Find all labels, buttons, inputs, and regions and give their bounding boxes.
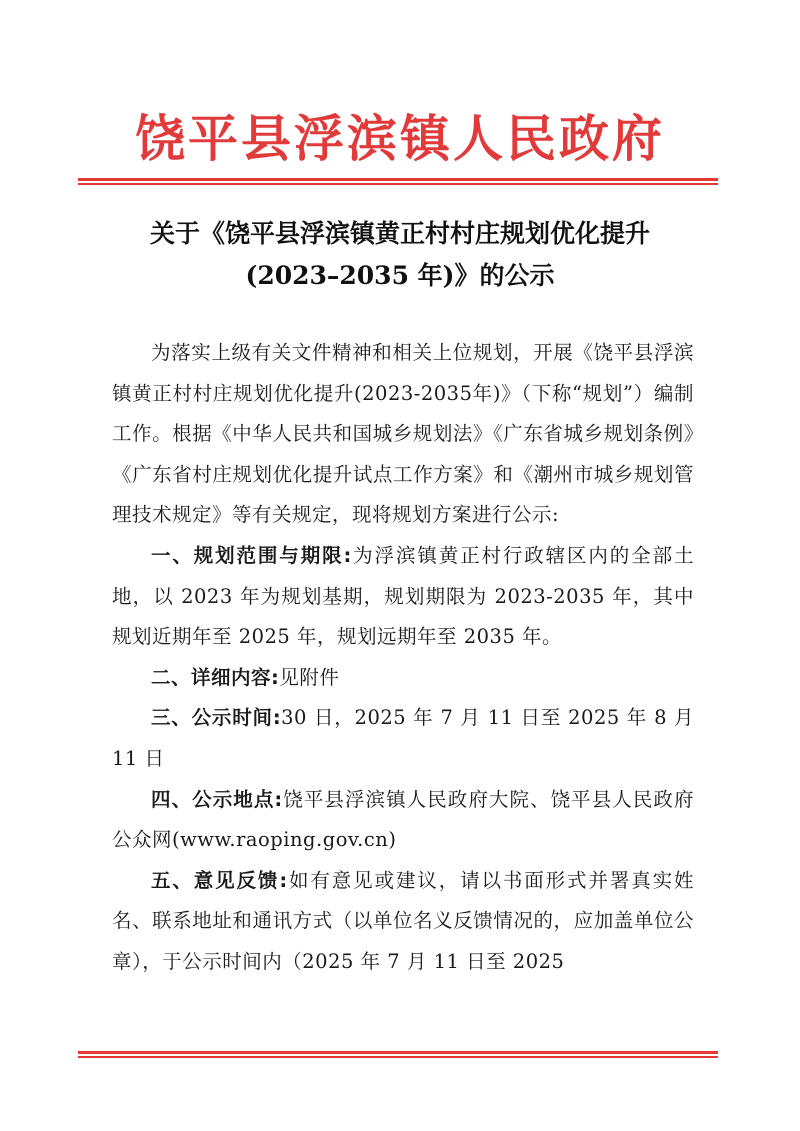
intro-paragraph: 为落实上级有关文件精神和相关上位规划，开展《饶平县浮滨镇黄正村村庄规划优化提升(2023-2035年)》（下称“规划”）编制工作。根据《中华人民共和国城乡规划法》《广东省城乡规划条例》《广东省村庄规划优化提升试点工作方案》和《潮州市城乡规划管理技术规定》等有关规定，现将规划方案进行公示:: [112, 341, 694, 527]
document-title-line-1: 关于《饶平县浮滨镇黄正村村庄规划优化提升: [149, 219, 650, 248]
document-title-line-2: (2023–2035 年)》的公示: [245, 261, 555, 290]
section-text: 见附件: [279, 665, 340, 689]
section-heading: 五、意见反馈:: [151, 868, 288, 892]
letterhead-divider: [78, 178, 718, 181]
section-heading: 四、公示地点:: [151, 787, 283, 811]
document-body: [112, 333, 694, 983]
section-paragraph: [112, 658, 694, 699]
section-paragraph: [112, 780, 694, 861]
section-paragraph: [112, 698, 694, 779]
footer-divider: [78, 1051, 718, 1054]
footer-divider-thin: [78, 1056, 718, 1058]
section-text: 30 日，2025 年 7 月 11 日至 2025 年 8 月 11 日: [112, 706, 694, 770]
section-heading: 三、公示时间:: [151, 706, 282, 730]
section-heading: 一、规划范围与期限:: [151, 543, 352, 567]
letterhead-divider-thin: [78, 183, 718, 185]
section-paragraph: [112, 536, 694, 658]
section-text: 为浮滨镇黄正村行政辖区内的全部土地，以 2023 年为规划基期，规划期限为 2023-2035 年，其中规划近期年至 2025 年，规划远期年至 2035 年。: [112, 543, 694, 649]
section-paragraph: [112, 861, 694, 983]
section-heading: 二、详细内容:: [151, 665, 280, 689]
section-text: 饶平县浮滨镇人民政府大院、饶平县人民政府公众网(www.raoping.gov.cn): [112, 787, 694, 852]
letterhead-org-name: 饶平县浮滨镇人民政府: [135, 109, 665, 168]
section-text: 如有意见或建议，请以书面形式并署真实姓名、联系地址和通讯方式（以单位名义反馈情况的，应加盖单位公章），于公示时间内（2025 年 7 月 11 日至 2025: [112, 868, 694, 973]
